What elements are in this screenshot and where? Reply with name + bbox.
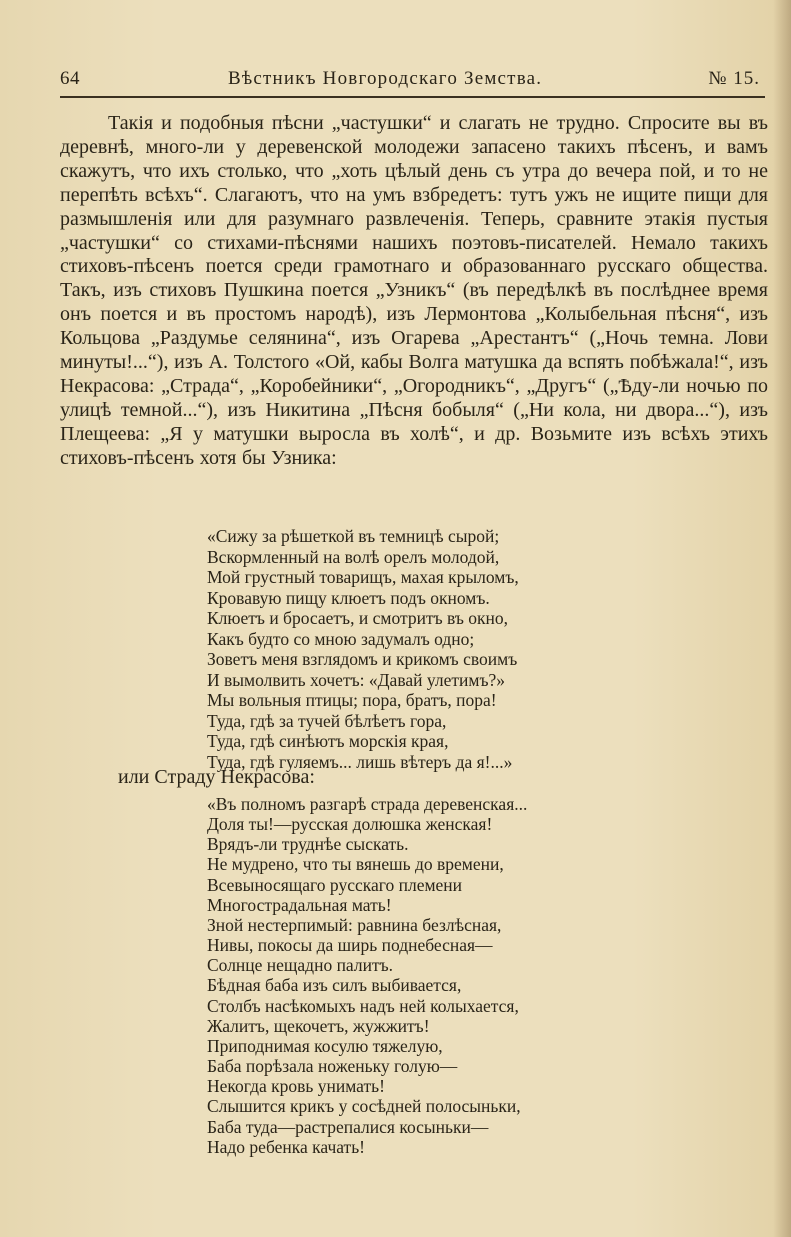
verse-line: Вскормленный на волѣ орелъ молодой, [207,546,500,567]
page-edge-shadow [773,0,791,1237]
verse-line: Нивы, покосы да ширь поднебесная— [207,935,493,956]
verse-line: Доля ты!—русская долюшка женская! [207,814,493,835]
verse-line: Некогда кровь унимать! [207,1076,385,1097]
issue-number: № 15. [708,68,760,89]
poem-strada [207,794,527,1157]
verse-line: Мой грустный товарищъ, махая крыломъ, [207,567,519,588]
paragraph-text: Такія и подобныя пѣсни „частушки“ и слагать не трудно. Спросите вы въ деревнѣ, много-ли у деревенской молодежи запасено такихъ пѣсенъ, и вамъ скажутъ, что ихъ столько, что „хоть цѣлый день съ утра до вечера пой, и то не перепѣть всѣхъ“. Слагаютъ, что на умъ взбредетъ: тутъ ужъ не ищите пищи для размышленія или для разумнаго развлеченія. Теперь, сравните этакія пустыя „частушки“ со стихами-пѣснями нашихъ поэтовъ-писателей. Немало такихъ стиховъ-пѣсенъ поется среди грамотнаго и образованнаго русскаго общества. Такъ, изъ стиховъ Пушкина поется „Узникъ“ (въ передѣлкѣ въ послѣднее время онъ поется и въ простомъ народѣ), изъ Лермонтова „Колыбельная пѣсня“, изъ Кольцова „Раздумье селянина“, изъ Огарева „Арестантъ“ („Ночь темна. Лови минуты!...“), изъ А. Толстого «Ой, кабы Волга матушка да вспять побѣжала!“, изъ Некрасова: „Страда“, „Коробейники“, „Огородникъ“, „Другъ“ („Ѣду-ли ночью по улицѣ темной...“), изъ Никитина „Пѣсня бобыля“ („Ни кола, ни двора...“), изъ Плещеева: „Я у матушки выросла въ холѣ“, и др. Возьмите изъ всѣхъ этихъ стиховъ-пѣсенъ хотя бы Узника: [60,112,768,469]
verse-line: Многострадальная мать! [207,894,392,915]
verse-line: Слышится крикъ у сосѣдней полосыньки, [207,1096,521,1117]
verse-line: Бѣдная баба изъ силъ выбивается, [207,975,462,996]
page-number: 64 [60,68,80,89]
verse-line: Жалитъ, щекочетъ, жужжитъ! [207,1015,430,1036]
verse-line: Столбъ насѣкомыхъ надъ ней колыхается, [207,995,519,1016]
verse-line: Туда, гдѣ синѣютъ морскія края, [207,731,449,752]
verse-line: Туда, гдѣ за тучей бѣлѣетъ гора, [207,710,447,731]
poem-uznik [207,526,519,773]
verse-line: Клюетъ и бросаетъ, и смотритъ въ окно, [207,608,509,629]
verse-line: Зной нестерпимый: равнина безлѣсная, [207,914,502,935]
transition-line: или Страду Некрасова: [118,766,315,788]
verse-line: И вымолвить хочетъ: «Давай улетимъ?» [207,669,506,690]
verse-line: Не мудрено, что ты вянешь до времени, [207,854,504,875]
verse-line: Какъ будто со мною задумалъ одно; [207,628,475,649]
verse-line: Зоветъ меня взглядомъ и крикомъ своимъ [207,649,518,670]
verse-line: Кровавую пищу клюетъ подъ окномъ. [207,587,490,608]
journal-title: Вѣстникъ Новгородскаго Земства. [228,68,543,89]
verse-line: Солнце нещадно палитъ. [207,955,394,976]
verse-line: Врядъ-ли труднѣе сыскать. [207,834,409,855]
verse-line: Приподнимая косулю тяжелую, [207,1035,443,1056]
verse-line: Мы вольныя птицы; пора, братъ, пора! [207,690,497,711]
verse-line: Баба туда—растрепалися косыньки— [207,1116,489,1137]
verse-line: «Сижу за рѣшеткой въ темницѣ сырой; [207,526,500,546]
verse-line: Туда, гдѣ гуляемъ... лишь вѣтеръ да я!...» [207,752,513,773]
verse-line: «Въ полномъ разгарѣ страда деревенская... [207,794,528,814]
verse-line: Надо ребенка качать! [207,1136,366,1157]
verse-line: Всевыносящаго русскаго племени [207,874,463,895]
running-header [60,68,772,94]
main-paragraph [60,112,768,471]
header-rule [60,96,765,98]
verse-line: Баба порѣзала ноженьку голую— [207,1056,458,1077]
